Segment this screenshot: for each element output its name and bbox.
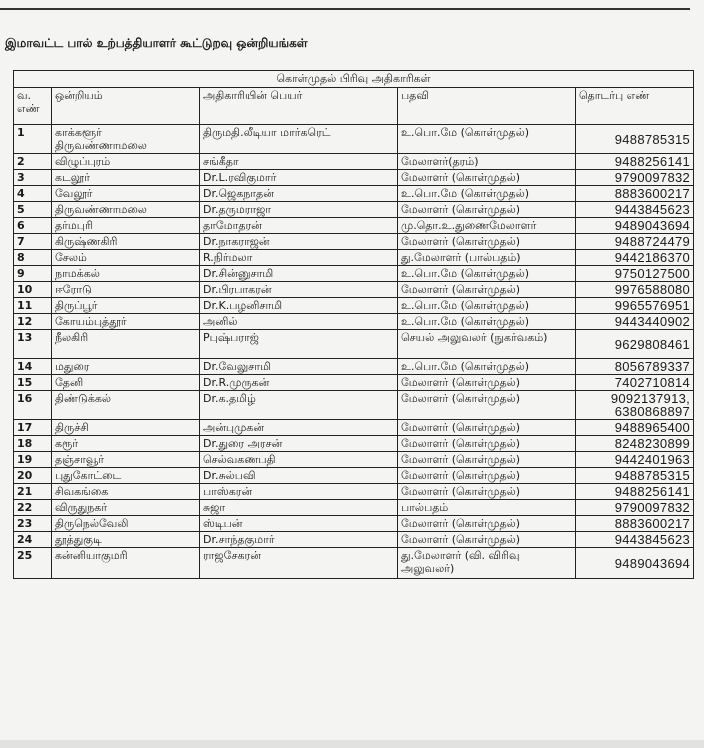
row-number: 20 xyxy=(14,468,52,484)
col-header-phone: தொடர்பு எண் xyxy=(576,88,694,125)
row-union: நாமக்கல் xyxy=(52,266,200,282)
row-number: 5 xyxy=(14,202,52,218)
table-row xyxy=(14,532,694,548)
officers-table-wrapper xyxy=(13,70,693,579)
row-union: திருப்பூர் xyxy=(52,298,200,314)
page-heading: இமாவட்ட பால் உற்பத்தியாளர் கூட்டுறவு ஒன்றியங்கள் xyxy=(5,36,308,50)
row-union: கன்னியாகுமரி xyxy=(52,548,200,579)
row-post: மேலாளர் (கொள்முதல்) xyxy=(398,170,576,186)
row-officer: அனில் xyxy=(200,314,398,330)
row-union: திருநெல்வேலி xyxy=(52,516,200,532)
row-officer: அன்புமுகன் xyxy=(200,420,398,436)
table-header-row xyxy=(14,88,694,125)
row-post: செயல் அலுவலர் (நுகர்வகம்) xyxy=(398,330,576,359)
row-officer: Dr.நாகராஜன் xyxy=(200,234,398,250)
row-officer: Pபுஷ்பராஜ் xyxy=(200,330,398,359)
row-number: 22 xyxy=(14,500,52,516)
row-post: மேலாளர் (கொள்முதல்) xyxy=(398,391,576,420)
row-number: 19 xyxy=(14,452,52,468)
table-row xyxy=(14,298,694,314)
col-header-union: ஒன்றியம் xyxy=(52,88,200,125)
row-officer: Dr.தருமராஜா xyxy=(200,202,398,218)
row-officer: Dr.க.தமிழ் xyxy=(200,391,398,420)
row-officer: செல்வகணபதி xyxy=(200,452,398,468)
row-union: காக்களூர் திருவண்ணாமலை xyxy=(52,125,200,154)
row-officer: R.நிர்மலா xyxy=(200,250,398,266)
row-number: 10 xyxy=(14,282,52,298)
row-union: தர்மபுரி xyxy=(52,218,200,234)
table-row xyxy=(14,548,694,579)
table-row xyxy=(14,282,694,298)
table-row xyxy=(14,500,694,516)
row-number: 17 xyxy=(14,420,52,436)
row-phone: 9488965400 xyxy=(576,420,694,436)
row-number: 18 xyxy=(14,436,52,452)
row-post: மேலாளர் (கொள்முதல்) xyxy=(398,234,576,250)
row-number: 16 xyxy=(14,391,52,420)
table-row xyxy=(14,186,694,202)
row-union: தூத்துகுடி xyxy=(52,532,200,548)
row-number: 1 xyxy=(14,125,52,154)
table-row xyxy=(14,468,694,484)
row-officer: ராஜசேகரன் xyxy=(200,548,398,579)
row-phone: 9489043694 xyxy=(576,548,694,579)
table-row xyxy=(14,420,694,436)
row-post: உ.பொ.மே (கொள்முதல்) xyxy=(398,298,576,314)
row-officer: Dr.பிரபாகரன் xyxy=(200,282,398,298)
row-post: மேலாளர் (கொள்முதல்) xyxy=(398,420,576,436)
table-row xyxy=(14,436,694,452)
table-row xyxy=(14,154,694,170)
row-post: மேலாளர் (கொள்முதல்) xyxy=(398,468,576,484)
row-phone: 9443440902 xyxy=(576,314,694,330)
row-number: 6 xyxy=(14,218,52,234)
row-union: கரூர் xyxy=(52,436,200,452)
row-phone: 9443845623 xyxy=(576,202,694,218)
row-number: 25 xyxy=(14,548,52,579)
row-post: மேலாளர் (கொள்முதல்) xyxy=(398,484,576,500)
row-phone: 9489043694 xyxy=(576,218,694,234)
row-phone: 8883600217 xyxy=(576,186,694,202)
row-phone: 9488785315 xyxy=(576,468,694,484)
row-officer: Dr.R.முருகன் xyxy=(200,375,398,391)
table-row xyxy=(14,125,694,154)
row-number: 15 xyxy=(14,375,52,391)
top-rule xyxy=(0,8,690,10)
row-officer: Dr.K.பழனிசாமி xyxy=(200,298,398,314)
table-caption-row xyxy=(14,71,694,88)
row-number: 8 xyxy=(14,250,52,266)
row-post: மேலாளர் (கொள்முதல்) xyxy=(398,516,576,532)
row-phone: 9790097832 xyxy=(576,170,694,186)
row-post: உ.பொ.மே (கொள்முதல்) xyxy=(398,266,576,282)
row-post: மேலாளர் (கொள்முதல்) xyxy=(398,375,576,391)
row-union: தஞ்சாவூர் xyxy=(52,452,200,468)
table-row xyxy=(14,250,694,266)
row-officer: சுஜா xyxy=(200,500,398,516)
row-number: 13 xyxy=(14,330,52,359)
row-number: 3 xyxy=(14,170,52,186)
row-number: 24 xyxy=(14,532,52,548)
table-row xyxy=(14,359,694,375)
table-row xyxy=(14,452,694,468)
row-post: மு.தொ.உ.துணைமேலாளர் xyxy=(398,218,576,234)
row-post: மேலாளர் (கொள்முதல்) xyxy=(398,452,576,468)
row-union: கடலூர் xyxy=(52,170,200,186)
row-post: மேலாளர் (கொள்முதல்) xyxy=(398,202,576,218)
table-row xyxy=(14,218,694,234)
row-phone: 9442401963 xyxy=(576,452,694,468)
row-officer: Dr.சாந்தகுமார் xyxy=(200,532,398,548)
row-phone: 7402710814 xyxy=(576,375,694,391)
row-phone: 8248230899 xyxy=(576,436,694,452)
row-officer: Dr.சின்னுசாமி xyxy=(200,266,398,282)
row-post: உ.பொ.மே (கொள்முதல்) xyxy=(398,186,576,202)
row-post: மேலாளர் (கொள்முதல்) xyxy=(398,282,576,298)
row-union: விருதுநகர் xyxy=(52,500,200,516)
row-number: 2 xyxy=(14,154,52,170)
table-row xyxy=(14,516,694,532)
row-union: நீலகிரி xyxy=(52,330,200,359)
row-phone: 9790097832 xyxy=(576,500,694,516)
page-bottom-edge xyxy=(0,740,704,748)
row-union: கோயம்புத்தூர் xyxy=(52,314,200,330)
row-post: உ.பொ.மே (கொள்முதல்) xyxy=(398,314,576,330)
row-post: து.மேலாளர் (பால்பதம்) xyxy=(398,250,576,266)
row-phone: 9443845623 xyxy=(576,532,694,548)
row-union: திண்டுக்கல் xyxy=(52,391,200,420)
row-union: சிவகங்கை xyxy=(52,484,200,500)
row-officer: Dr.வேலுசாமி xyxy=(200,359,398,375)
row-post: உ.பொ.மே (கொள்முதல்) xyxy=(398,359,576,375)
row-phone: 9965576951 xyxy=(576,298,694,314)
col-header-officer: அதிகாரியின் பெயர் xyxy=(200,88,398,125)
row-post: மேலாளர்(தரம்) xyxy=(398,154,576,170)
table-row xyxy=(14,234,694,250)
row-number: 11 xyxy=(14,298,52,314)
row-officer: Dr.L.ரவிகுமார் xyxy=(200,170,398,186)
row-phone: 9488724479 xyxy=(576,234,694,250)
row-phone: 9976588080 xyxy=(576,282,694,298)
row-number: 12 xyxy=(14,314,52,330)
table-row xyxy=(14,314,694,330)
row-phone: 9488256141 xyxy=(576,484,694,500)
row-phone: 8883600217 xyxy=(576,516,694,532)
row-union: விழுப்புரம் xyxy=(52,154,200,170)
table-caption: கொள்முதல் பிரிவு அதிகாரிகள் xyxy=(14,71,694,88)
row-union: வேலூர் xyxy=(52,186,200,202)
row-union: தேனி xyxy=(52,375,200,391)
row-officer: திருமதி.லீடியா மார்கரெட் xyxy=(200,125,398,154)
row-officer: தாமோதரன் xyxy=(200,218,398,234)
row-phone: 9629808461 xyxy=(576,330,694,359)
row-number: 23 xyxy=(14,516,52,532)
row-union: ஈரோடு xyxy=(52,282,200,298)
table-row xyxy=(14,330,694,359)
row-union: திருச்சி xyxy=(52,420,200,436)
row-officer: சங்கீதா xyxy=(200,154,398,170)
row-number: 14 xyxy=(14,359,52,375)
table-row xyxy=(14,266,694,282)
row-post: மேலாளர் (கொள்முதல்) xyxy=(398,436,576,452)
row-officer: Dr.துரை அரசன் xyxy=(200,436,398,452)
row-union: சேலம் xyxy=(52,250,200,266)
table-body xyxy=(14,125,694,579)
row-phone: 9488785315 xyxy=(576,125,694,154)
row-post: உ.பொ.மே (கொள்முதல்) xyxy=(398,125,576,154)
officers-table xyxy=(13,70,694,579)
row-union: திருவண்ணாமலை xyxy=(52,202,200,218)
col-header-no: வ. எண் xyxy=(14,88,52,125)
row-number: 9 xyxy=(14,266,52,282)
table-row xyxy=(14,375,694,391)
table-row xyxy=(14,391,694,420)
row-number: 21 xyxy=(14,484,52,500)
row-phone: 9442186370 xyxy=(576,250,694,266)
row-post: து.மேலாளர் (வி. விரிவு அலுவலர்) xyxy=(398,548,576,579)
table-row xyxy=(14,484,694,500)
row-officer: பாஸ்கரன் xyxy=(200,484,398,500)
row-union: புதுகோட்டை xyxy=(52,468,200,484)
row-number: 4 xyxy=(14,186,52,202)
table-row xyxy=(14,202,694,218)
row-officer: Dr.சுல்பவி xyxy=(200,468,398,484)
table-row xyxy=(14,170,694,186)
row-post: மேலாளர் (கொள்முதல்) xyxy=(398,532,576,548)
row-officer: ஸ்டிபன் xyxy=(200,516,398,532)
row-phone: 9092137913, 6380868897 xyxy=(576,391,694,420)
row-union: கிருஷ்ணகிரி xyxy=(52,234,200,250)
row-officer: Dr.ஜெகநாதன் xyxy=(200,186,398,202)
row-union: மதுரை xyxy=(52,359,200,375)
row-phone: 9488256141 xyxy=(576,154,694,170)
row-phone: 9750127500 xyxy=(576,266,694,282)
row-number: 7 xyxy=(14,234,52,250)
row-post: பால்பதம் xyxy=(398,500,576,516)
row-phone: 8056789337 xyxy=(576,359,694,375)
col-header-post: பதவி xyxy=(398,88,576,125)
